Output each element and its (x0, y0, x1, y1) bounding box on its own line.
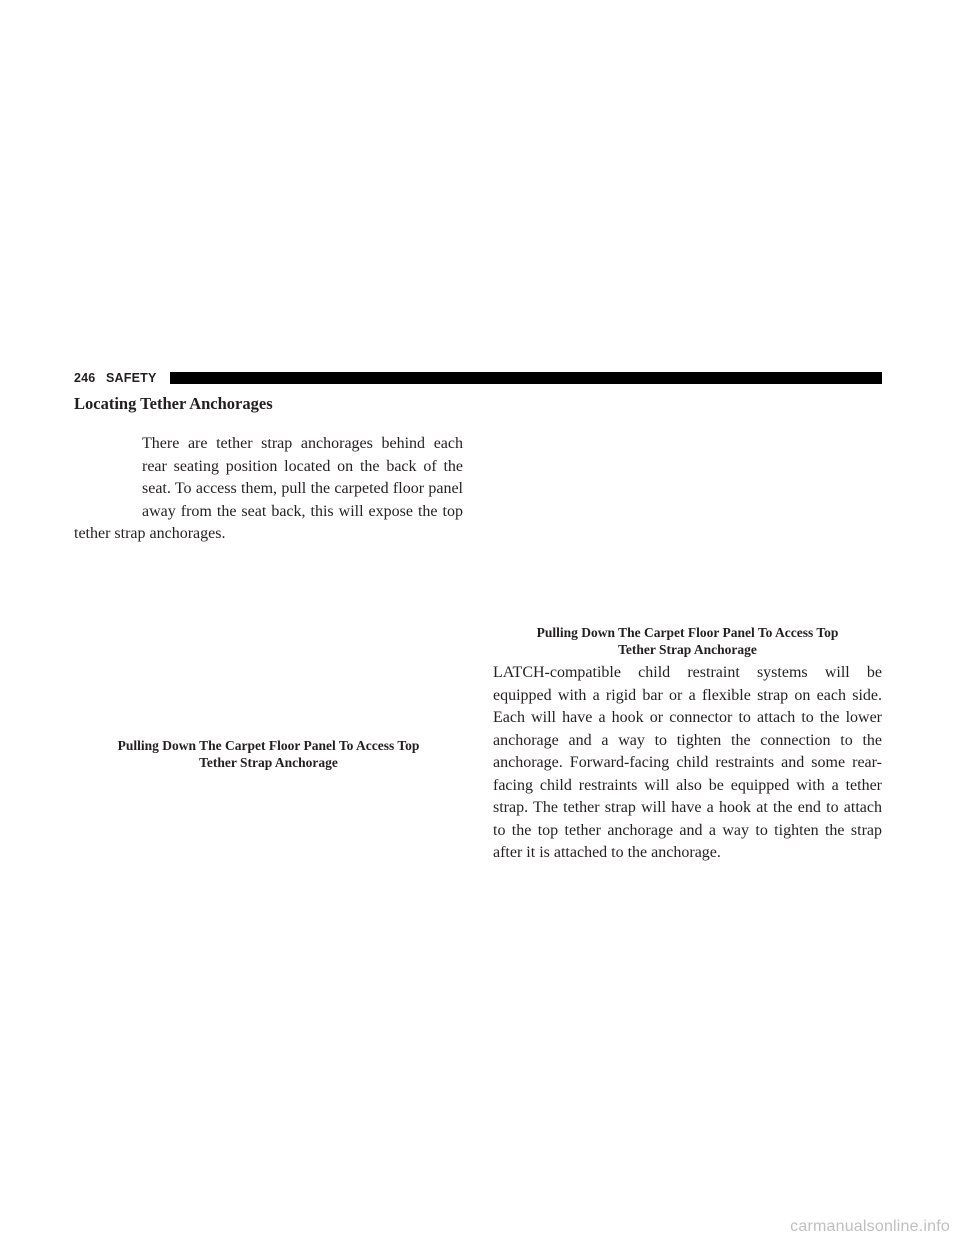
paragraph-line: anchorage. Forward-facing child restraints and some rear- (493, 754, 882, 771)
header-rule (170, 372, 882, 384)
paragraph-line: anchorage and a way to tighten the connection to the (493, 731, 882, 749)
page-header (74, 370, 882, 386)
paragraph-line: Each will have a hook or connector to attach to the lower (493, 709, 882, 726)
paragraph-line: away from the seat back, this will expose the top (142, 502, 463, 520)
paragraph-line: to the top tether anchorage and a way to tighten the strap (493, 821, 882, 839)
paragraph-line: There are tether strap anchorages behind each (142, 435, 463, 452)
caption-line: Tether Strap Anchorage (199, 755, 338, 770)
paragraph-line: facing child restraints will also be equipped with a tether (493, 776, 882, 794)
section-label: SAFETY (106, 371, 157, 385)
paragraph-line: after it is attached to the anchorage. (493, 844, 721, 861)
paragraph-line: seat. To access them, pull the carpeted floor panel (142, 480, 463, 497)
caption-line: Pulling Down The Carpet Floor Panel To Access Top (117, 738, 420, 753)
section-title: Locating Tether Anchorages (74, 394, 273, 413)
paragraph-line: tether strap anchorages. (74, 525, 226, 542)
caption-line: Pulling Down The Carpet Floor Panel To Access Top (536, 625, 839, 640)
paragraph-line: equipped with a rigid bar or a flexible strap on each side. (493, 686, 882, 704)
paragraph-line: strap. The tether strap will have a hook at the end to attach (493, 799, 882, 816)
figure-caption-left (74, 737, 463, 771)
right-paragraph (493, 662, 882, 865)
watermark-link[interactable]: carmanualsonline.info (790, 1218, 950, 1235)
figure-caption-right (493, 624, 882, 658)
page-number: 246 (74, 371, 96, 385)
caption-line: Tether Strap Anchorage (618, 642, 757, 657)
paragraph-line: rear seating position located on the back of the (142, 457, 463, 475)
paragraph-line: LATCH-compatible child restraint systems will be (493, 664, 882, 681)
left-paragraph (74, 433, 463, 546)
